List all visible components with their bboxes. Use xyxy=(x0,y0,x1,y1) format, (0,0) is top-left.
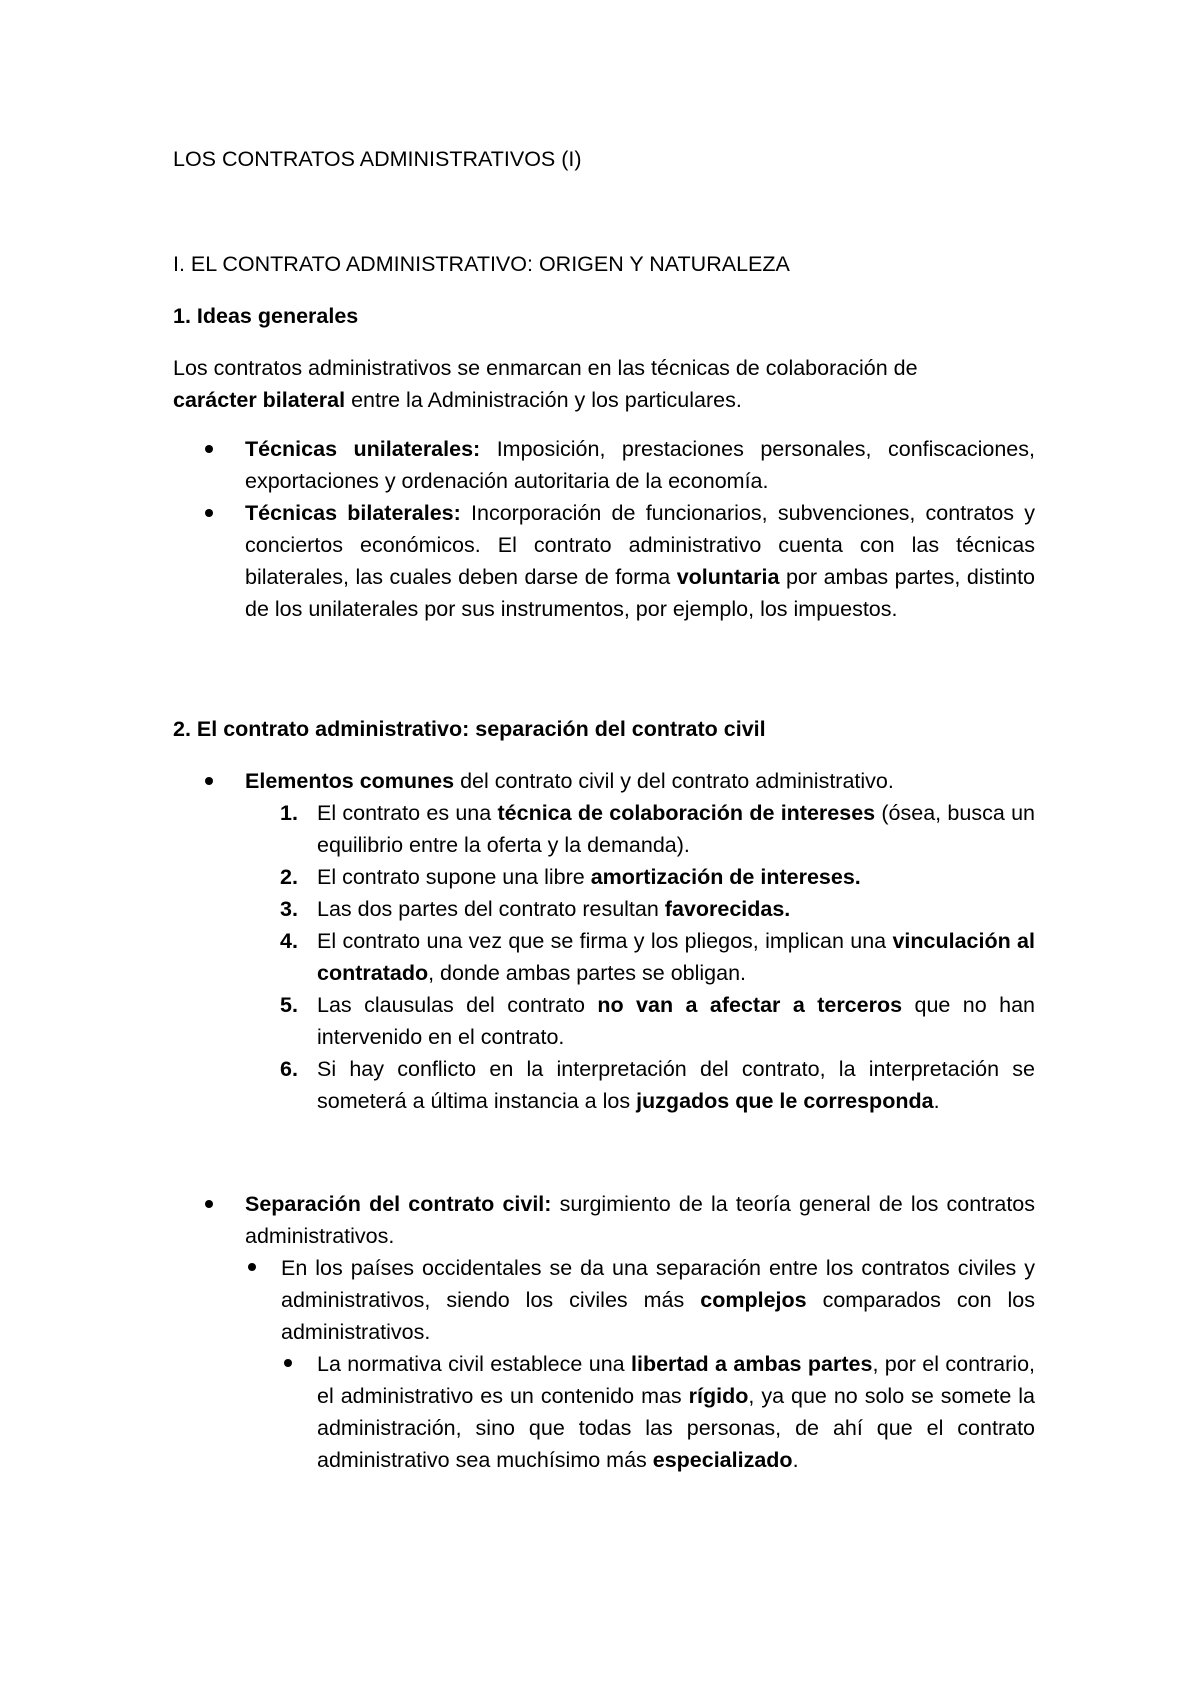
item-bold: amortización de intereses. xyxy=(590,865,861,889)
numbered-item-1 xyxy=(280,797,1035,861)
tecnicas-unilaterales-text: Imposición, prestaciones personales, confiscaciones, exportaciones y ordenación autoritaria de la economía. xyxy=(245,437,1035,493)
item-bold: técnica de colaboración de intereses xyxy=(497,801,876,825)
list-item-separacion-contrato-civil xyxy=(245,1188,1035,1252)
elementos-comunes-text: del contrato civil y del contrato administrativo. xyxy=(454,769,894,793)
item-text-2: que no han intervenido en el contrato. xyxy=(317,993,1035,1049)
sub-text-2: comparados con los administrativos. xyxy=(281,1288,1035,1344)
item-bold: juzgados que le corresponda xyxy=(636,1089,934,1113)
elementos-comunes-list xyxy=(245,765,1035,797)
subsection-heading-contrato-administrativo: 2. El contrato administrativo: separación del contrato civil xyxy=(173,717,766,741)
elementos-comunes-numbered-list xyxy=(280,797,1035,1117)
list-item-elementos-comunes xyxy=(245,765,1035,797)
tecnicas-unilaterales-label: Técnicas unilaterales: xyxy=(245,437,481,461)
separacion-text: surgimiento de la teoría general de los contratos administrativos. xyxy=(245,1192,1035,1248)
list-item-normativa-civil xyxy=(317,1348,1035,1476)
subsub-bold-rigido: rígido xyxy=(688,1384,749,1408)
item-text-1: Las dos partes del contrato resultan xyxy=(317,897,665,921)
bullet-icon xyxy=(284,1359,292,1367)
document-title: LOS CONTRATOS ADMINISTRATIVOS (I) xyxy=(173,147,582,171)
item-number: 5. xyxy=(280,993,298,1017)
subsub-text-2: , por el contrario, el administrativo es un contenido mas xyxy=(317,1352,1036,1408)
separacion-label: Separación del contrato civil: xyxy=(245,1192,552,1216)
bullet-icon xyxy=(205,509,213,517)
item-number: 2. xyxy=(280,865,298,889)
tecnicas-list xyxy=(245,433,1035,625)
bullet-icon xyxy=(205,777,213,785)
bullet-icon xyxy=(248,1263,256,1271)
item-text-1: Si hay conflicto en la interpretación del contrato, la interpretación se someterá a última instancia a los xyxy=(317,1057,1035,1113)
item-number: 3. xyxy=(280,897,298,921)
item-text-1: Las clausulas del contrato xyxy=(317,993,598,1017)
bullet-icon xyxy=(205,1200,213,1208)
item-text-1: El contrato supone una libre xyxy=(317,865,591,889)
subsub-text-1: La normativa civil establece una xyxy=(317,1352,631,1376)
numbered-item-6 xyxy=(280,1053,1035,1117)
item-bold: no van a afectar a terceros xyxy=(597,993,903,1017)
subsub-bold-libertad: libertad a ambas partes xyxy=(631,1352,873,1376)
sub-bold-complejos: complejos xyxy=(700,1288,807,1312)
tecnicas-bilaterales-text-2: por ambas partes, distinto de los unilaterales por sus instrumentos, por ejemplo, los impuestos. xyxy=(245,565,1035,621)
item-bold: vinculación al contratado xyxy=(317,929,1035,985)
intro-text-1: Los contratos administrativos se enmarcan en las técnicas de colaboración de xyxy=(173,356,918,380)
subsub-bold-especializado: especializado xyxy=(652,1448,793,1472)
list-item-tecnicas-unilaterales xyxy=(245,433,1035,497)
bullet-icon xyxy=(205,445,213,453)
tecnicas-bilaterales-text-1: Incorporación de funcionarios, subvenciones, contratos y conciertos económicos. El contrato administrativo cuenta con las técnicas bilaterales, las cuales deben darse de forma xyxy=(245,501,1035,589)
separacion-sub-list xyxy=(281,1252,1035,1348)
item-text-1: El contrato es una xyxy=(317,801,498,825)
item-text-1: El contrato una vez que se firma y los pliegos, implican una xyxy=(317,929,893,953)
numbered-item-4 xyxy=(280,925,1035,989)
item-number: 1. xyxy=(280,801,298,825)
separacion-list xyxy=(245,1188,1035,1252)
section-heading-1: I. EL CONTRATO ADMINISTRATIVO: ORIGEN Y NATURALEZA xyxy=(173,252,790,276)
intro-text-2: entre la Administración y los particulares. xyxy=(345,388,742,412)
list-item-tecnicas-bilaterales xyxy=(245,497,1035,625)
subsub-text-3: , ya que no solo se somete la administración, sino que todas las personas, de ahí que el contrato administrativo sea muchísimo más xyxy=(317,1384,1035,1472)
subsub-text-4: . xyxy=(792,1448,799,1472)
item-text-2: , donde ambas partes se obligan. xyxy=(428,961,747,985)
numbered-item-2 xyxy=(280,861,1035,893)
item-text-2: (ósea, busca un equilibrio entre la oferta y la demanda). xyxy=(317,801,1035,857)
elementos-comunes-label: Elementos comunes xyxy=(245,769,455,793)
item-bold: favorecidas. xyxy=(664,897,791,921)
sub-text-1: En los países occidentales se da una separación entre los contratos civiles y administrativos, siendo los civiles más xyxy=(281,1256,1035,1312)
item-number: 4. xyxy=(280,929,298,953)
item-text-2: . xyxy=(933,1089,940,1113)
item-number: 6. xyxy=(280,1057,298,1081)
separacion-subsub-list xyxy=(317,1348,1035,1476)
intro-bold-bilateral: carácter bilateral xyxy=(173,388,346,412)
list-item-paises-occidentales xyxy=(281,1252,1035,1348)
intro-paragraph xyxy=(173,352,1035,416)
tecnicas-bilaterales-bold-voluntaria: voluntaria xyxy=(676,565,780,589)
numbered-item-3 xyxy=(280,893,1035,925)
subsection-heading-ideas-generales: 1. Ideas generales xyxy=(173,304,359,328)
tecnicas-bilaterales-label: Técnicas bilaterales: xyxy=(245,501,461,525)
numbered-item-5 xyxy=(280,989,1035,1053)
